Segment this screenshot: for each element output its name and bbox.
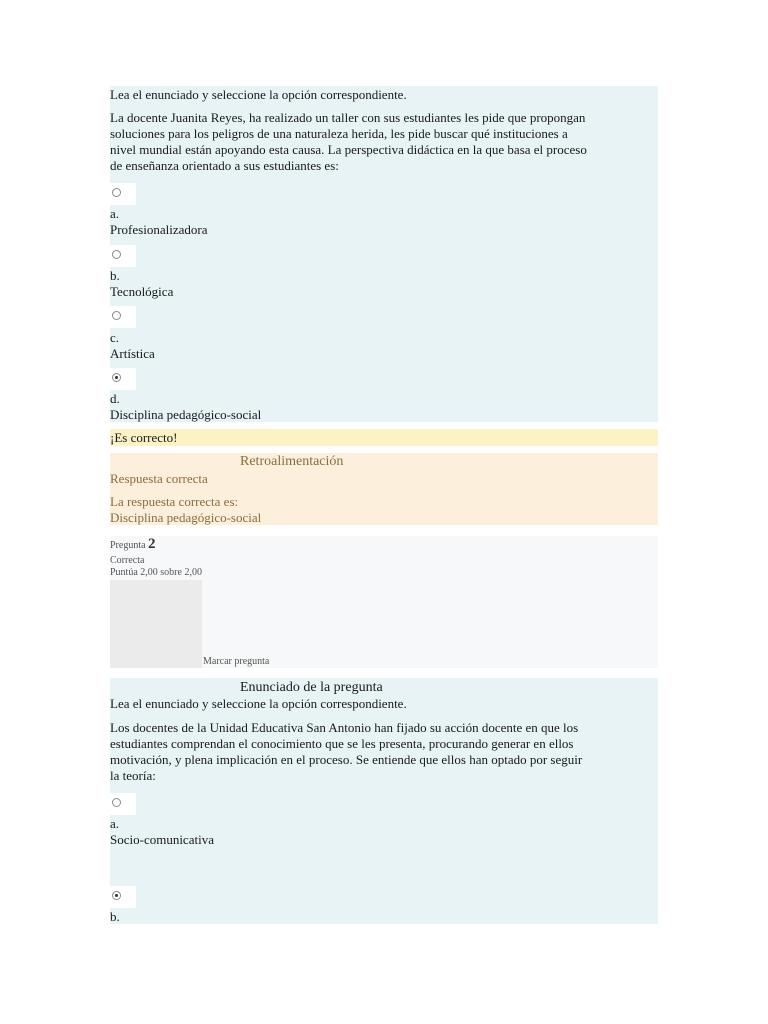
q2-option-b-letter: b. <box>110 909 120 924</box>
question-score: Puntúa 2,00 sobre 2,00 <box>110 567 202 578</box>
q2-heading: Enunciado de la pregunta <box>240 680 383 695</box>
q1-text-line-4: de enseñanza orientado a sus estudiantes es: <box>110 158 339 173</box>
q1-text-line-3: nivel mundial están apoyando esta causa. La perspectiva didáctica en la que basa el proceso <box>110 142 587 157</box>
question-2-info <box>110 536 658 668</box>
correct-message: ¡Es correcto! <box>110 430 178 445</box>
feedback-panel <box>110 453 658 525</box>
flag-question-link[interactable]: Marcar pregunta <box>203 656 270 667</box>
question-label: Pregunta <box>110 540 146 551</box>
q2-instruction: Lea el enunciado y seleccione la opción correspondiente. <box>110 696 407 711</box>
question-2-block <box>110 678 658 924</box>
q1-option-c-letter: c. <box>110 330 120 345</box>
feedback-answer-intro: La respuesta correcta es: <box>110 494 239 509</box>
q1-option-b-label[interactable]: Tecnológica <box>110 284 174 299</box>
q2-option-b-radio[interactable] <box>112 891 121 900</box>
q1-option-a-label[interactable]: Profesionalizadora <box>110 222 208 237</box>
q1-option-b-letter: b. <box>110 268 120 283</box>
q2-text-line-3: motivación, y plena implicación en el proceso. Se entiende que ellos han optado por seguir <box>110 752 583 767</box>
feedback-title: Retroalimentación <box>240 454 344 469</box>
feedback-status: Respuesta correcta <box>110 471 208 486</box>
q1-option-c-radio-box[interactable] <box>110 306 136 328</box>
q1-text-line-2: soluciones para los peligros de una naturaleza herida, les pide buscar qué instituciones a <box>110 126 568 141</box>
question-state: Correcta <box>110 555 145 566</box>
q1-option-a-radio-box[interactable] <box>110 183 136 205</box>
q1-option-d-radio-box[interactable] <box>110 368 136 390</box>
q1-option-a-letter: a. <box>110 206 120 221</box>
question-1-block <box>110 86 658 422</box>
q1-option-c-label[interactable]: Artística <box>110 346 155 361</box>
q2-option-a-radio-box[interactable] <box>110 793 136 815</box>
q2-option-a-letter: a. <box>110 816 120 831</box>
feedback-answer: Disciplina pedagógico-social <box>110 510 262 525</box>
q1-text-line-1: La docente Juanita Reyes, ha realizado un taller con sus estudiantes les pide que propongan <box>110 110 586 125</box>
q2-text-line-2: estudiantes comprendan el conocimiento que se les presenta, procurando generar en ellos <box>110 736 574 751</box>
q1-option-d-radio[interactable] <box>112 373 121 382</box>
q2-text-line-4: la teoría: <box>110 768 156 783</box>
q1-option-d-label[interactable]: Disciplina pedagógico-social <box>110 407 262 422</box>
question-number <box>110 538 156 552</box>
question-number-value: 2 <box>148 536 156 552</box>
q1-option-b-radio-box[interactable] <box>110 245 136 267</box>
q1-option-c-radio[interactable] <box>112 311 121 320</box>
q2-option-b-radio-box[interactable] <box>110 886 136 908</box>
q2-option-a-radio[interactable] <box>112 798 121 807</box>
q1-option-a-radio[interactable] <box>112 188 121 197</box>
q1-option-d-letter: d. <box>110 391 120 406</box>
correct-message-bar <box>110 429 658 446</box>
q1-instruction: Lea el enunciado y seleccione la opción correspondiente. <box>110 87 407 102</box>
q2-option-a-label[interactable]: Socio-comunicativa <box>110 832 214 847</box>
q1-option-b-radio[interactable] <box>112 250 121 259</box>
question-info-gray-box <box>110 580 202 668</box>
q2-text-line-1: Los docentes de la Unidad Educativa San Antonio han fijado su acción docente en que los <box>110 720 579 735</box>
